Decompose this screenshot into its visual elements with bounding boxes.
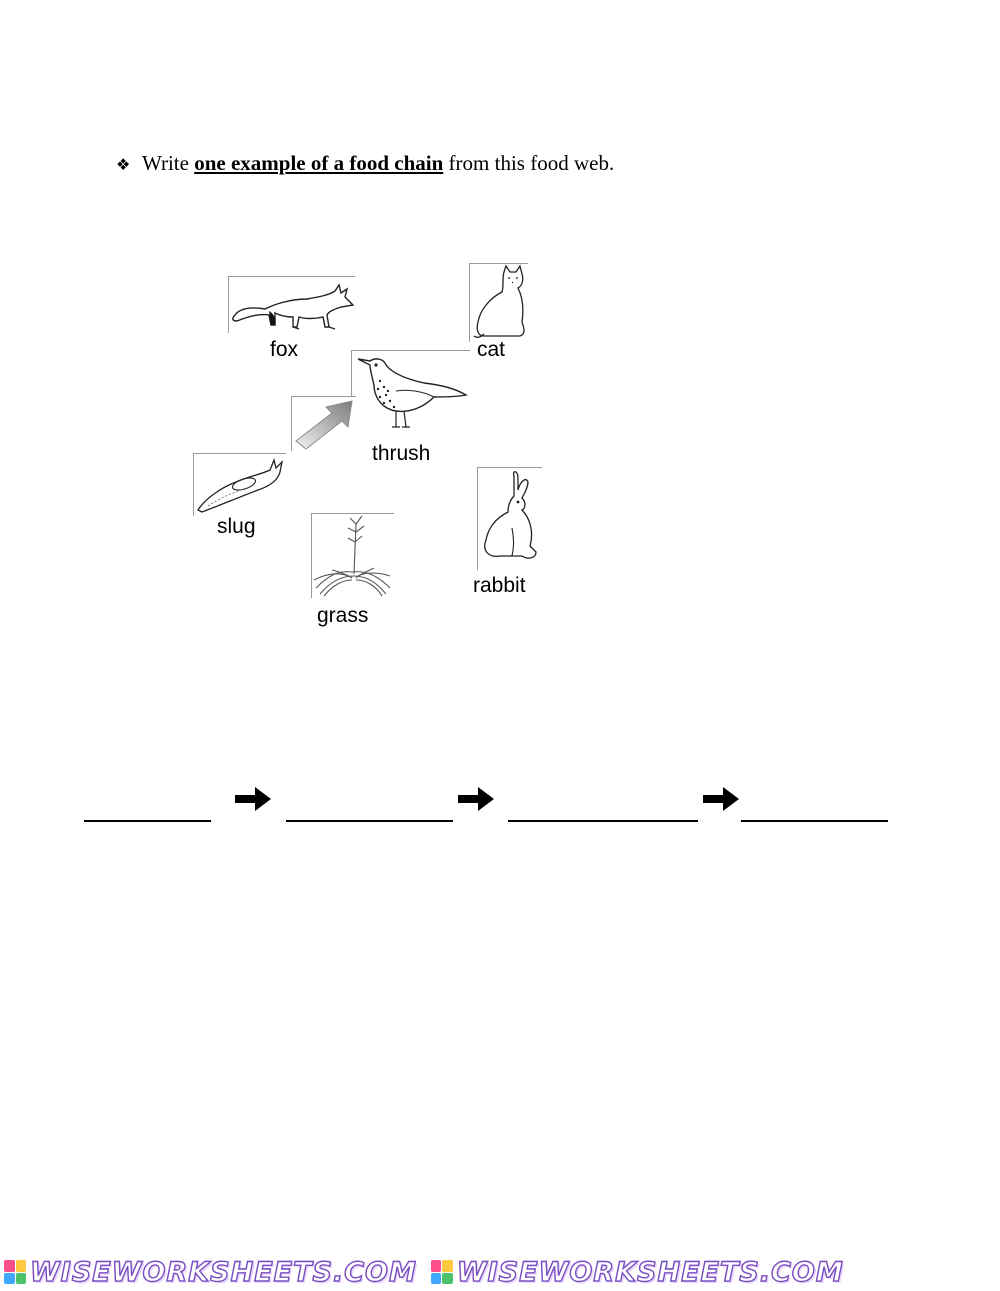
brand-mark-repeat [427,1257,844,1288]
instruction-suffix: from this food web. [443,151,615,175]
thrush-icon [352,351,470,439]
grass-icon [312,514,394,598]
arrow-right-icon [703,787,739,811]
instruction-emphasis: one example of a food chain [194,151,444,175]
wiseworksheets-logo-icon [4,1260,26,1284]
cat-picture [469,263,528,342]
brand-text: WISEWORKSHEETS.COM [30,1256,417,1288]
feeding-arrow-picture [291,396,356,451]
slug-label: slug [217,515,256,538]
slug-icon [194,454,286,516]
footer-watermark [0,1255,1000,1289]
brand-text: WISEWORKSHEETS.COM [456,1256,844,1288]
diamond-bullet-icon: ❖ [116,155,131,174]
fox-icon [229,277,355,333]
rabbit-label: rabbit [473,574,526,597]
rabbit-icon [478,468,542,570]
fox-label: fox [270,338,299,361]
arrow-right-icon [458,787,494,811]
brand-mark [0,1257,417,1288]
rabbit-picture [477,467,542,570]
wiseworksheets-logo-icon [431,1260,453,1284]
answer-blank-4[interactable] [741,820,888,822]
grass-label: grass [317,604,369,627]
fox-picture [228,276,355,333]
arrow-up-right-icon [292,397,356,451]
answer-blank-3[interactable] [508,820,698,822]
cat-icon [470,264,528,342]
answer-blank-1[interactable] [84,820,211,822]
thrush-label: thrush [372,442,431,465]
arrow-right-icon [235,787,271,811]
instruction-text [116,150,614,178]
thrush-picture [351,350,470,439]
grass-picture [311,513,394,598]
answer-blank-2[interactable] [286,820,453,822]
slug-picture [193,453,286,516]
instruction-prefix: Write [142,151,195,175]
cat-label: cat [477,338,506,361]
